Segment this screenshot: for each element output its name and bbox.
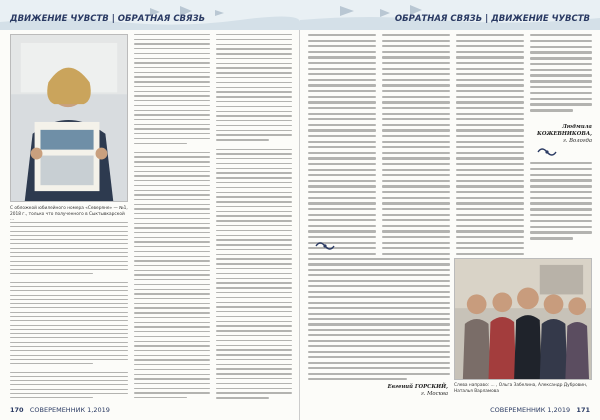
right-column-4b-text (530, 162, 592, 255)
right-lower-column-text (308, 258, 450, 380)
left-rubric: ДВИЖЕНИЕ ЧУВСТВ | ОБРАТНАЯ СВЯЗЬ (10, 14, 206, 24)
right-column-3-text (456, 34, 524, 255)
photo-group-icon (455, 259, 591, 379)
right-page (300, 0, 600, 420)
left-banner (0, 0, 300, 30)
signature-1-name: Людмила КОЖЕВНИКОВА, (537, 124, 592, 137)
signature-2-place: г. Москва (420, 390, 448, 397)
signature-1 (530, 124, 592, 145)
ornament-icon (536, 146, 558, 158)
right-page-number: 171 (576, 406, 590, 414)
left-page-number: 170 (10, 406, 24, 414)
right-column-2-text (382, 34, 450, 255)
signature-2 (360, 384, 448, 398)
left-photo-woman-with-magazine (10, 34, 128, 202)
left-column-2-text (134, 34, 210, 398)
left-column-3-text (216, 34, 292, 398)
right-banner (300, 0, 600, 30)
right-photo-caption: Слева направо: ... , Ольга Забелина, Александр Дубровин, Наталья Варламова (454, 383, 588, 394)
left-column-1-text (10, 222, 128, 398)
right-column-4-text (530, 34, 592, 120)
left-issue-label: СОВЕРЕМЕННИК 1,2019 (29, 406, 110, 414)
right-issue-label: СОВЕРЕМЕННИК 1,2019 (490, 406, 571, 414)
signature-2-name: Евгений ГОРСКИЙ, (387, 384, 448, 390)
ornament-icon (314, 240, 336, 252)
left-photo-caption: С обложкой юбилейного номера «Северяне» — №1, 2018 г., только что полученного в Сыктывкарской ... (10, 206, 128, 222)
photo-woman-icon (11, 35, 127, 201)
right-column-1-text (308, 34, 376, 255)
left-footer (10, 406, 110, 414)
right-rubric: ОБРАТНАЯ СВЯЗЬ | ДВИЖЕНИЕ ЧУВСТВ (394, 14, 590, 24)
signature-1-place: г. Вологда (563, 137, 592, 144)
right-footer (490, 406, 590, 414)
right-group-photo (454, 258, 592, 380)
